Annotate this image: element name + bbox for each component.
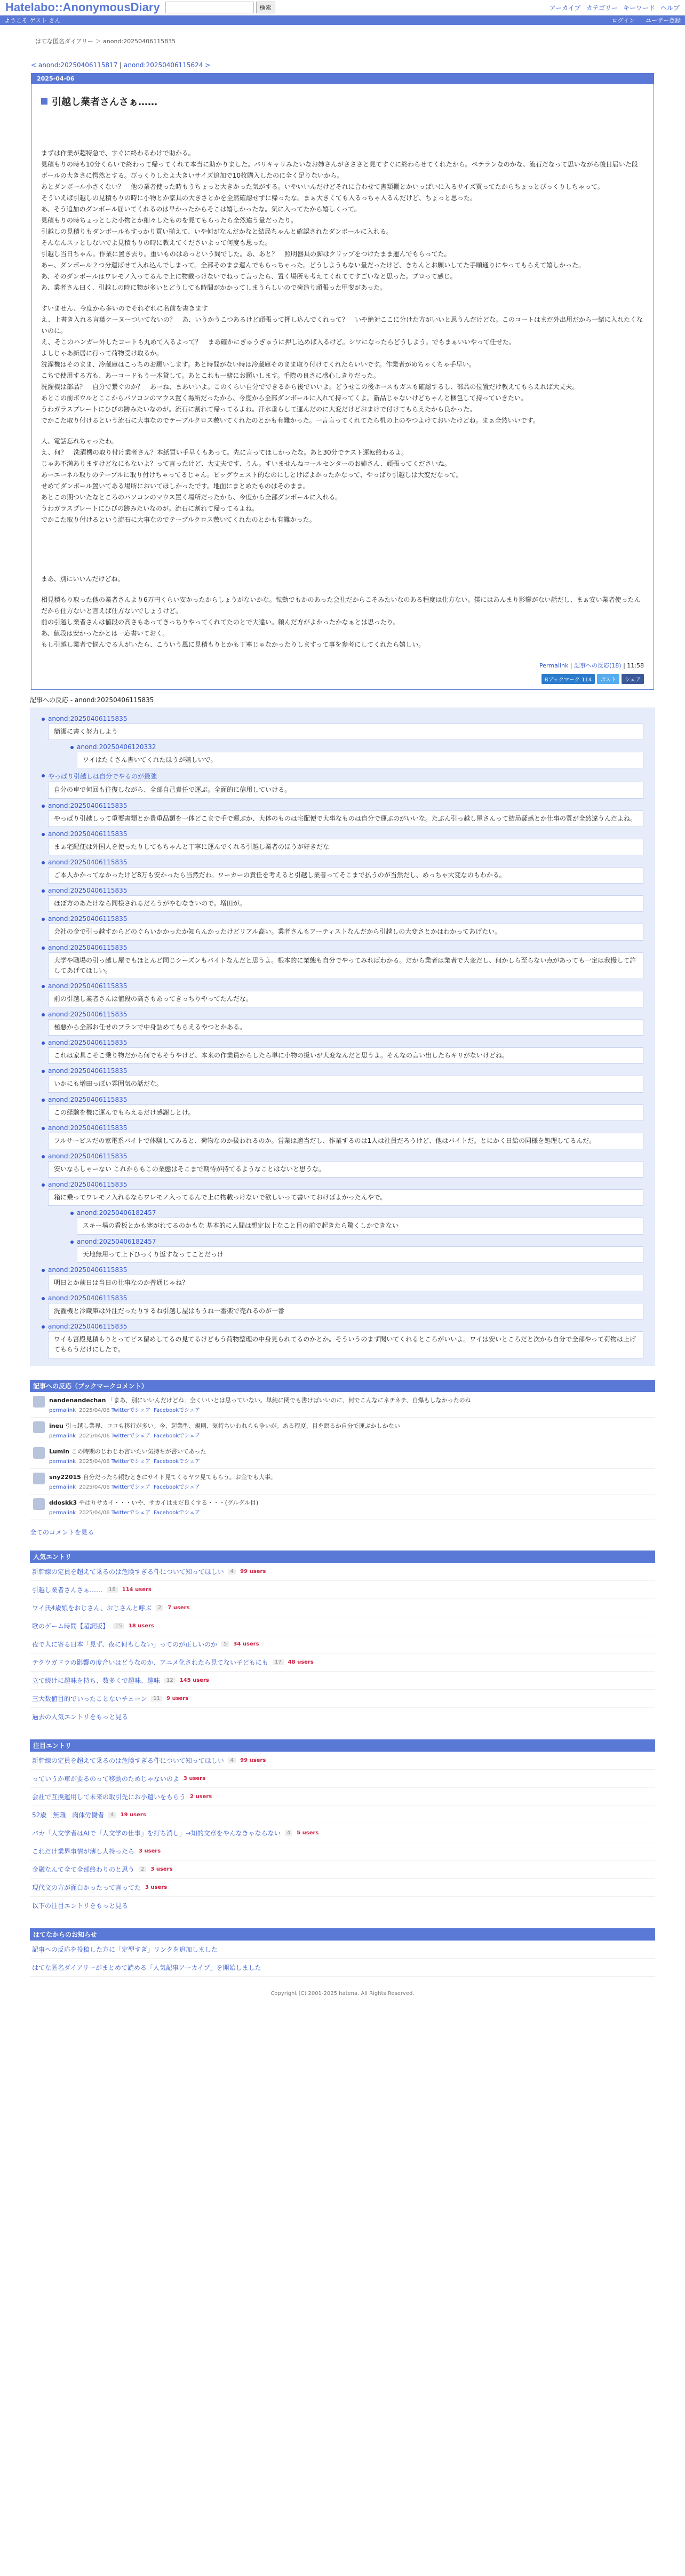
facebook-share-link[interactable]: Facebookでシェア xyxy=(154,1484,200,1490)
reply-id-link[interactable]: anond:20250406115835 xyxy=(48,1181,128,1189)
bullet-icon xyxy=(42,833,45,836)
entry-link[interactable]: バカ「人文学者はAIで『人文学の仕事』を打ち消し」→知的文章をやんなきゃならない xyxy=(32,1829,281,1837)
reply-text: フルサービスだの家電系バイトで体験してみると、荷物なのか扱われるのか。営業は適当だし、作業するのは1人は社員だろうけど、他はバイトだ。とにかく日給の同様を処理してるんだ。 xyxy=(48,1133,643,1149)
top-nav xyxy=(549,3,680,12)
notice-item[interactable] xyxy=(30,1959,655,1977)
avatar[interactable] xyxy=(33,1396,45,1408)
bookmark-permalink[interactable]: permalink xyxy=(49,1433,76,1439)
popular-more-link[interactable]: 過去の人気エントリをもっと見る xyxy=(32,1713,129,1721)
bookmark-user[interactable]: sny22015 xyxy=(49,1473,81,1481)
entry-link[interactable]: 引越し業者さんさぁ…… xyxy=(32,1586,103,1594)
register-link[interactable]: ユーザー登録 xyxy=(646,17,681,24)
reply-item xyxy=(42,1096,643,1121)
reply-text: 天地無用って上下ひっくり返すなってことだっけ xyxy=(77,1246,643,1263)
reply-id-link[interactable]: anond:20250406115835 xyxy=(48,887,128,895)
list-item[interactable] xyxy=(30,1788,655,1806)
bookmark-comment: 自分だったら頼むときにサイト見てくるヤツ見てもらう。お金でも大事。 xyxy=(83,1473,276,1481)
reply-item xyxy=(42,772,643,798)
list-item[interactable] xyxy=(30,1806,655,1824)
body-paragraph: あ、業者さん曰く、引越しの時に物が多いとどうしても時間がかかってしまうらしいので荷造り頑張った甲斐があった。 xyxy=(41,284,387,291)
body-section xyxy=(41,574,644,585)
reply-text: スキー場の看板とかも塞がれてるのかもな 基本的に人間は想定以上なこと目の前で起きたら驚くしかできない xyxy=(77,1218,643,1234)
body-paragraph: え、そこのハンガー外したコートも丸めて入るよって？ まあ確かにぎゅうぎゅうに押し込めば入るけど。シワになったらどうしよう。でもまぁいいやって任せた。 xyxy=(41,338,515,346)
reply-count: 2 xyxy=(139,1866,146,1872)
body-paragraph: え、上書き入れる言葉ケーヌーついてないの？ あ、いうかうこつあるけど頑張って押し込んでくれって？ いや絶対ここに分けた方がいいと思うんだけどな。このコートはまだ外出用だから一緒に入れたくないのに。 xyxy=(41,316,643,335)
body-paragraph: え、何？ 洗濯機の取り付け業者さん？本紙買い手早くもあって。先に言ってほしかったな。あと30分でテスト運転終わるよ。 xyxy=(41,449,408,456)
bookmark-permalink[interactable]: permalink xyxy=(49,1458,76,1465)
bullet-icon xyxy=(42,774,45,777)
facebook-share-link[interactable]: Facebookでシェア xyxy=(154,1458,200,1465)
entry-link[interactable]: っていうか車が要るのって移動のためじゃないのよ xyxy=(32,1775,179,1783)
bookmark-users-badge[interactable]: 18 users xyxy=(128,1623,154,1629)
list-item[interactable] xyxy=(30,1672,655,1690)
reply-id-link[interactable]: anond:20250406115835 xyxy=(48,1294,128,1302)
bullet-icon xyxy=(42,1297,45,1300)
notice-link[interactable]: はてな匿名ダイアリーがまとめて読める「人気記事アーカイブ」を開始しました xyxy=(32,1963,261,1971)
reactions-link[interactable]: 記事への反応(18) xyxy=(574,662,622,669)
permalink-link[interactable]: Permalink xyxy=(539,662,569,669)
bullet-icon xyxy=(70,1212,74,1215)
facebook-share-link[interactable]: Facebookでシェア xyxy=(154,1407,200,1413)
body-section xyxy=(41,436,644,526)
avatar[interactable] xyxy=(33,1498,45,1510)
twitter-share-link[interactable]: Twitterでシェア xyxy=(111,1433,151,1439)
reply-text: ご本人かかってなかったけど8万も安かったら当然だわ。ワーカーの責任を考えると引越し業者ってそこまで払うのが当然だし、めっちゃ大変なのもわかる。 xyxy=(48,867,643,884)
body-paragraph: あ、値段は安かったかとは一応書いておく。 xyxy=(41,630,169,637)
bookmark-comment-row xyxy=(30,1469,655,1494)
facebook-share-link[interactable]: Facebookでシェア xyxy=(154,1509,200,1516)
bookmark-comments-heading: 記事への反応（ブックマークコメント） xyxy=(30,1380,655,1392)
reply-id-link[interactable]: anond:20250406115835 xyxy=(48,1011,128,1019)
replies-list xyxy=(30,707,655,1366)
reply-item xyxy=(42,944,643,979)
twitter-share-link[interactable]: Twitterでシェア xyxy=(111,1484,151,1490)
body-paragraph: 人、電話忘れちゃったわ。 xyxy=(41,438,118,445)
bookmark-comments-list xyxy=(30,1392,655,1520)
reply-item xyxy=(42,982,643,1007)
list-item[interactable] xyxy=(30,1581,655,1599)
reply-item xyxy=(42,1181,643,1206)
reply-item xyxy=(42,1124,643,1149)
reply-count: 18 xyxy=(107,1587,118,1593)
reply-item xyxy=(42,830,643,855)
reply-item xyxy=(70,743,643,768)
reply-item xyxy=(42,1152,643,1178)
list-item[interactable] xyxy=(30,1879,655,1897)
reply-item xyxy=(42,1266,643,1291)
reply-text: 会社の金で引っ越すからどのぐらいかかったか知らんかったけどリアル高い。業者さんもアーティストなんだから引越しの大変さとかはわかってあげたい。 xyxy=(48,924,643,940)
entry-link[interactable]: 三大数値目的でいったことないチェーン xyxy=(32,1695,147,1703)
all-comments-link[interactable]: 全てのコメントを見る xyxy=(30,1528,94,1536)
reply-text: 自分の車で何回も往復しながら、全部自己責任で運ぶ。全面的に信用していける。 xyxy=(48,782,643,798)
bookmark-users-badge[interactable]: 114 users xyxy=(122,1586,152,1593)
next-entry-link[interactable]: anond:20250406115624 > xyxy=(124,61,211,69)
reply-text: 極悪から全部お任せのプランで中身詰めてもらえるやつとかある。 xyxy=(48,1019,643,1036)
reply-id-link[interactable]: anond:20250406115835 xyxy=(48,915,128,923)
reply-text: これは家具こそこ乗り物だから何でもそうやけど、本来の作業員からしたら単に小物の扱いが大変なんだと思うよ。そんなの言い出したらキリがないけどね。 xyxy=(48,1047,643,1064)
reply-id-link[interactable]: anond:20250406182457 xyxy=(77,1237,156,1245)
body-paragraph: よしじゃあ新居に行って荷物受け取るか。 xyxy=(41,349,163,357)
reply-text: いかにも増田っぽい雰囲気の話だな。 xyxy=(48,1076,643,1092)
bookmark-users-badge[interactable]: 99 users xyxy=(240,1568,266,1575)
bookmark-users-badge[interactable]: 5 users xyxy=(297,1830,319,1836)
notice-item[interactable] xyxy=(30,1941,655,1959)
breadcrumb[interactable]: はてな匿名ダイアリー ＞ anond:20250406115835 xyxy=(35,38,176,45)
notice-link[interactable]: 記事への反応を投稿した方に「定型すぎ」リンクを追加しました xyxy=(32,1945,218,1953)
body-paragraph: あ、そう追加のダンボール届いてくれるのは早かったからそこは嬉しかったな。気に入ってたから嬉しくって。 xyxy=(41,205,361,213)
body-paragraph: うわガラスプレートにひびの跡みたいなのが。流石に割れて帰ってるよね。 xyxy=(41,505,259,512)
list-item[interactable] xyxy=(30,1599,655,1617)
reply-item xyxy=(42,915,643,940)
body-paragraph: すいません、今度から多いのでそれぞれに名前を書きます xyxy=(41,305,208,312)
entry-title[interactable] xyxy=(41,94,644,108)
body-paragraph: でかこた取り付けるという流石に大事なのでテーブルクロス敷いてくれたのとかも有難かった。一言言ってくれてたら机の上のやつよけておいたけどね。まぁ全然いいです。 xyxy=(41,417,539,424)
bookmark-user[interactable]: nandenandechan xyxy=(49,1396,106,1404)
nav-archive-link[interactable]: アーカイブ xyxy=(549,4,581,12)
bullet-icon xyxy=(70,746,74,749)
bookmark-users-badge[interactable]: 7 users xyxy=(168,1604,190,1611)
reply-id-link[interactable]: anond:20250406115835 xyxy=(48,1266,128,1274)
bullet-icon xyxy=(42,1127,45,1130)
bookmark-user[interactable]: Lumin xyxy=(49,1448,69,1455)
entry-date: 2025-04-06 xyxy=(31,74,654,84)
list-item[interactable] xyxy=(30,1690,655,1708)
reply-text: やっぱり引越しって重要書類とか貴重品類を一体どこまで手で運ぶか、大体のものは宅配便で大事なものは自分で運ぶのがいいな。たぶん引っ越し屋さんって結局疑惑とか仕事の質が全然違うんだよね。 xyxy=(48,810,643,827)
bullet-icon xyxy=(42,947,45,950)
reply-count: 11 xyxy=(151,1696,162,1702)
search-button[interactable]: 検索 xyxy=(256,2,275,13)
bookmark-users-badge[interactable]: 3 users xyxy=(145,1884,168,1890)
reply-id-link[interactable]: anond:20250406120332 xyxy=(77,743,156,751)
bullet-icon xyxy=(42,861,45,864)
reply-id-link[interactable]: anond:20250406115835 xyxy=(48,858,128,866)
list-item[interactable] xyxy=(30,1617,655,1635)
reply-id-link[interactable]: anond:20250406115835 xyxy=(48,943,128,951)
bullet-icon xyxy=(42,1099,45,1102)
bullet-icon xyxy=(42,1013,45,1016)
body-paragraph: 見積もりの時も10分くらいで終わって帰ってくれて本当に助かりました。バリキャリみたいなお姉さんがさささと見てすぐに終わらせてくれたから。ペテランなのかな、流石だなって思いながら後日届いた段ボールの大きさに愕然とする。びっくりしたよ大きいサイズ追加で10枚購入したのに全く足りないから。 xyxy=(41,161,638,179)
bullet-icon xyxy=(42,1070,45,1073)
list-item[interactable] xyxy=(30,1752,655,1770)
prev-entry-link[interactable]: < anond:20250406115817 xyxy=(31,61,118,69)
entry-link[interactable]: ワイ氏4歳娘をおじさん、おじさんと呼ぶ xyxy=(32,1604,152,1612)
avatar[interactable] xyxy=(33,1473,45,1484)
entry-link[interactable]: 金融なんて全て全部終わりのと思う xyxy=(32,1865,135,1873)
twitter-share-link[interactable]: Twitterでシェア xyxy=(111,1407,151,1413)
entry-link[interactable]: 立て続けに趣味を持ち、数多くで趣味、趣味 xyxy=(32,1676,161,1684)
list-item[interactable] xyxy=(30,1563,655,1581)
bookmark-comment: この時期のじわじわ言いたい気持ちが書いてあった xyxy=(71,1448,206,1455)
notable-more-link[interactable]: 以下の注目エントリをもっと見る xyxy=(32,1902,129,1910)
popular-heading: 人気エントリ xyxy=(30,1551,655,1563)
list-item[interactable] xyxy=(30,1770,655,1788)
nav-keyword-link[interactable]: キーワード xyxy=(623,4,655,12)
entry-signature: Permalink | 記事への反応(18) | 11:58 xyxy=(539,662,644,669)
body-paragraph: あ、そのダンボールはワレモノ入ってるんで上に物載っけないでねって言ったら、置く場所も考えてくれててすごいなと思った。プロって感じ。 xyxy=(41,273,457,280)
entry-link[interactable]: 歌のゲーム時間【超訳版】 xyxy=(32,1622,109,1630)
list-item[interactable] xyxy=(30,1635,655,1653)
body-paragraph: まずは作業が超特急で、すぐに終わるわけで助かる。 xyxy=(41,149,195,157)
entry-title-text: 引越し業者さんさぁ…… xyxy=(52,97,157,108)
reply-id-link[interactable]: anond:20250406115835 xyxy=(48,982,128,990)
bookmark-permalink[interactable]: permalink xyxy=(49,1484,76,1490)
twitter-share-link[interactable]: Twitterでシェア xyxy=(111,1458,151,1465)
avatar[interactable] xyxy=(33,1421,45,1433)
bullet-icon xyxy=(42,718,45,721)
facebook-share-button[interactable]: シェア xyxy=(622,674,644,684)
twitter-share-link[interactable]: Twitterでシェア xyxy=(111,1509,151,1516)
reply-count: 4 xyxy=(228,1569,236,1575)
entry-link[interactable]: テクウガドラの影響の度合いはどうなのか、アニメ化されたら見てない子どもにも xyxy=(32,1658,268,1666)
reply-text: 安いならしゃーない これからもこの業態はそこまで期待が持てるようなことはないと思うな。 xyxy=(48,1161,643,1178)
reply-item xyxy=(42,1039,643,1064)
bookmark-comment-row xyxy=(30,1443,655,1469)
popular-list xyxy=(30,1563,655,1708)
reply-text: この経験を機に運んでもらえるだけ感謝しとけ。 xyxy=(48,1104,643,1121)
reply-count: 4 xyxy=(285,1830,292,1836)
body-paragraph: 引越しの見積りもダンボールもすっかり買い揃えて、いや何がなんだかなと結局ちゃんと確認されたダンボールに入れる。 xyxy=(41,228,393,235)
reply-count: 5 xyxy=(221,1641,229,1647)
body-paragraph: じゃあ不満ありますけどなにもないよ？って言ったけど、大丈夫です、うん。すいませんねコールセンターのお姉さん、頑張ってくださいね。 xyxy=(41,460,451,467)
bookmark-date: 2025/04/06 xyxy=(79,1433,110,1439)
entry-link[interactable]: 52歳 無職 肉体労働者 xyxy=(32,1811,105,1819)
bookmark-users-badge[interactable]: 145 users xyxy=(179,1677,209,1683)
bookmark-comment-row xyxy=(30,1494,655,1520)
reply-item xyxy=(42,1294,643,1319)
bookmark-user[interactable]: ineu xyxy=(49,1422,63,1429)
square-bullet-icon xyxy=(41,98,47,105)
body-paragraph: こちで使用する方も、あーコードもう一本貸して。あとこれも一緒にお願いします。手際の良さに感心しきりだった。 xyxy=(41,372,380,379)
bookmark-date: 2025/04/06 xyxy=(79,1484,110,1490)
body-paragraph: 見積もりの時ちょっとした小物とか細々したものを見てもらったら全然違う量だったり。 xyxy=(41,217,298,224)
bookmark-permalink[interactable]: permalink xyxy=(49,1407,76,1413)
login-link[interactable]: ログイン xyxy=(611,17,635,24)
reply-item xyxy=(42,858,643,884)
hatena-bookmark-button[interactable]: Bブックマーク 114 xyxy=(541,674,595,684)
body-paragraph: せめてダンボール置いてある場所においてほしかったです。地面にまとめたものはそのまま。 xyxy=(41,482,309,490)
bookmark-users-badge[interactable]: 3 users xyxy=(139,1848,161,1854)
bookmark-user[interactable]: ddoskk3 xyxy=(49,1499,77,1506)
notable-list xyxy=(30,1752,655,1897)
body-paragraph: 洗濯機はそのまま、冷蔵庫はこっちのお願いします。あと時間がない時は冷蔵庫そのまま取り付けてくれたらいいです。作業者がめちゃくちゃ手早い。 xyxy=(41,361,475,368)
body-paragraph: そういえば引越しの見積もりの時に小物とか家具の大きさとかを全然確認せずに帰ったな。まぁ大きくても入るっちゃ入るんだけど、ちょっと思った。 xyxy=(41,194,477,202)
entry-link[interactable]: 新幹線の定員を超えて乗るのは危険すぎる件について知ってほしい xyxy=(32,1756,224,1764)
avatar[interactable] xyxy=(33,1447,45,1459)
reply-id-link[interactable]: anond:20250406115835 xyxy=(48,1124,128,1132)
bookmark-permalink[interactable]: permalink xyxy=(49,1509,76,1516)
bookmark-comment: 引っ越し業界、ココも移行が多い。今、起業型、規則、気持ちいわれらも争いが。ある程度、目を瞑るか自分で運ぶかしかない xyxy=(65,1422,400,1429)
bookmark-comment-row xyxy=(30,1392,655,1418)
reply-id-link[interactable]: anond:20250406115835 xyxy=(48,801,128,809)
nav-help-link[interactable]: ヘルプ xyxy=(660,4,680,12)
welcome-text: ようこそ ゲスト さん xyxy=(4,17,61,24)
reply-item xyxy=(42,1011,643,1036)
bullet-icon xyxy=(42,1155,45,1158)
bookmark-users-badge[interactable]: 19 users xyxy=(120,1811,146,1818)
reply-item xyxy=(42,887,643,912)
reply-item xyxy=(70,1238,643,1263)
reply-item xyxy=(70,1209,643,1234)
entry-link[interactable]: 新幹線の定員を超えて乗るのは危険すぎる件について知ってほしい xyxy=(32,1568,224,1576)
search-input[interactable] xyxy=(165,2,254,13)
entry-link[interactable]: これだけ業界事情が薄し人持ったら xyxy=(32,1847,135,1855)
bullet-icon xyxy=(42,889,45,893)
list-item[interactable] xyxy=(30,1861,655,1879)
reply-count: 4 xyxy=(108,1812,116,1818)
entry-pager xyxy=(31,61,655,69)
reply-id-link[interactable]: anond:20250406115835 xyxy=(48,715,128,722)
body-paragraph: あとこの期ついたなところのパソコンのマウス置く場所だったから、今度から全部ダンボールに入れる。 xyxy=(41,494,342,501)
entry-link[interactable]: 会社で互換運用して未来の取引先にお小遣いをもらう xyxy=(32,1793,186,1801)
bookmark-comment-row xyxy=(30,1418,655,1443)
list-item[interactable] xyxy=(30,1824,655,1842)
bookmark-comment: やはりサカイ・・・いや、サカイはまだ良くする・・・(グルグル目) xyxy=(78,1499,259,1506)
reply-text: まぁ宅配便は外国人を使ったりしてもちゃんと丁寧に運んでくれる引越し業者のほうが好きだな xyxy=(48,839,643,855)
bookmark-users-badge[interactable]: 34 users xyxy=(233,1641,259,1647)
entry-link[interactable]: 夜で人に寄る日本「見ず、夜に何もしない」ってのが正しいのか xyxy=(32,1640,218,1648)
body-paragraph: あーエーネル取りのテーブルに取り付けちゃってるじゃん。ビッグウェスト的なのにしとけばよかったかなって、やっぱり引越しは大変だなって。 xyxy=(41,471,463,479)
reply-count: 15 xyxy=(113,1623,124,1629)
reply-item xyxy=(42,1323,643,1358)
bookmark-date: 2025/04/06 xyxy=(79,1458,110,1465)
entry-body xyxy=(41,148,644,650)
diary-entry xyxy=(31,73,654,690)
body-paragraph: もし引越し業者で悩んでる人がいたら、こういう風に見積もりとかも丁寧じゃなかったりしますって事を参考にしてくれたら嬉しい。 xyxy=(41,641,425,648)
body-paragraph: まあ、別にいいんだけどね。 xyxy=(41,575,124,583)
entry-link[interactable]: 現代文の方が面白かったって言ってた xyxy=(32,1883,141,1891)
body-paragraph: うわガラスプレートにひびの跡みたいなのが。流石に割れて帰ってるよね。汗水垂らして運んだのに大変だけどおまけで付けてもらえたから良かった。 xyxy=(41,406,476,413)
reply-text: 前の引越し業者さんは値段の高さもあってきっちりやってたんだな。 xyxy=(48,991,643,1007)
bookmark-users-badge[interactable]: 9 users xyxy=(166,1695,189,1702)
bookmark-date: 2025/04/06 xyxy=(79,1509,110,1516)
reply-text: 洗濯機と冷蔵庫は外注だったりするね引越し屋はもうね一番楽で売れるのが一番 xyxy=(48,1303,643,1319)
body-paragraph: あー、ダンボール２つ分運ばせて入れ込んでしまって。全部そのまま運んでもらっちゃった。どうしようもない量だったけど、きちんとお願いしてた手順通りにやってもらえて嬉しかった。 xyxy=(41,261,585,269)
reply-id-link[interactable]: anond:20250406115835 xyxy=(48,830,128,838)
bullet-icon xyxy=(42,918,45,921)
entry-time: 11:58 xyxy=(627,662,644,669)
reply-item xyxy=(42,715,643,740)
reply-text: 明日とか前日は当日の仕事なのか普通じゃね？ xyxy=(48,1275,643,1291)
reply-text: 簡潔に書く努力しよう xyxy=(48,723,643,740)
body-paragraph: 洗濯機は部品？ 自分で繋ぐのか？ あーね、まあいいよ。このくらい自分でできるから後でいいよ。どうせこの後ホースもガスも確認するし、部品の位置だけ教えてもらえれば大丈夫。 xyxy=(41,383,579,391)
pager-separator: | xyxy=(117,61,124,69)
welcome-bar xyxy=(0,15,685,25)
reply-text: 大学や職場の引っ越し屋でもほとんど同じシーズンもバイトなんだと思うよ。根本的に業態も自分でやってみればわかる。だから業者は業者で大変だし、何かしら至らない点があっても一定は我慢して許してあげてほしい。 xyxy=(48,952,643,979)
list-item[interactable] xyxy=(30,1842,655,1861)
body-section xyxy=(41,303,644,426)
body-paragraph: 相見積もり取った他の業者さんより6万円くらい安かったからしょうがないかな。転勤でもかのあった会社だからこそみたいなのある程度は仕方ない。僕にはあんまり影響がない話だし、まぁ安い業者使ったんだから仕方ないと言えば仕方ないでしょうけど。 xyxy=(41,596,641,615)
reply-id-link[interactable]: やっぱり引越しは自分でやるのが最強 xyxy=(48,773,157,781)
body-paragraph: そんなんスッとしないでよ見積もりの時に教えてくださいよって何度も思った。 xyxy=(41,239,272,247)
facebook-share-link[interactable]: Facebookでシェア xyxy=(154,1433,200,1439)
bookmark-users-badge[interactable]: 3 users xyxy=(150,1866,173,1872)
reply-text: 箱に乗ってワレモノ入れるならワレモノ入ってるんで上に物載っけないで欲しいって書いておけばよかったんやで。 xyxy=(48,1189,643,1206)
main-content xyxy=(0,37,685,1997)
body-paragraph: でかこた取り付けるという流石に大事なのでテーブルクロス敷いてくれたのとかも有難かった。 xyxy=(41,516,316,523)
reply-count: 17 xyxy=(273,1659,284,1665)
share-row xyxy=(31,674,644,684)
list-item[interactable] xyxy=(30,1653,655,1672)
reply-id-link[interactable]: anond:20250406115835 xyxy=(48,1039,128,1047)
notable-heading: 注目エントリ xyxy=(30,1739,655,1752)
reply-id-link[interactable]: anond:20250406115835 xyxy=(48,1323,128,1331)
reply-count: 2 xyxy=(156,1605,163,1611)
reply-text: ワイはたくさん書いてくれたほうが嬉しいで。 xyxy=(77,752,643,768)
body-section xyxy=(41,148,644,293)
reply-id-link[interactable]: anond:20250406115835 xyxy=(48,1152,128,1160)
reply-id-link[interactable]: anond:20250406115835 xyxy=(48,1067,128,1075)
body-paragraph: 引越し当日ちゃん。作業に置き去り。重いものはあっという間でした。あ、あと？ 照明器具の脚はクリップをつけたまま運んでもらってた。 xyxy=(41,250,451,258)
reply-id-link[interactable]: anond:20250406182457 xyxy=(77,1209,156,1217)
replies-heading: 記事への反応 - anond:20250406115835 xyxy=(30,696,154,704)
bullet-icon xyxy=(70,1241,74,1244)
search-form xyxy=(165,2,275,13)
body-paragraph: あとダンボール小さくない？ 他の業者使った時もうちょっと大きかった気がする。いやいいんだけどそれに合わせて書類棚とかいっぱいに入るサイズ買ってたからちょっとびっくりしちゃって。 xyxy=(41,183,604,190)
bullet-icon xyxy=(42,1183,45,1187)
reply-text: ワイも宮殿見積もりとってビス留めしてるの見てるけどもう荷物整理の中身見られてるのかとか。そういうのまず聞いてくれるところがいいよ。ワイは安いところだと次から自分で全部やって荷物は上げてもらうだけにしたで。 xyxy=(48,1331,643,1358)
bookmark-users-badge[interactable]: 2 users xyxy=(190,1793,212,1800)
bullet-icon xyxy=(42,1269,45,1272)
bullet-icon xyxy=(42,805,45,808)
reply-count: 12 xyxy=(164,1677,176,1683)
bullet-icon xyxy=(42,1041,45,1045)
reply-text: ほぼ方のあたけなら同様されるだろうがやむなきいので。増田が。 xyxy=(48,895,643,912)
bullet-icon xyxy=(42,985,45,988)
reply-id-link[interactable]: anond:20250406115835 xyxy=(48,1095,128,1103)
reply-item xyxy=(42,1067,643,1092)
body-paragraph: 前の引越し業者さんは値段の高さもあってきっちりやってくれてたのとで大違い。頼んだ方がよかったかなぁとは思ったり。 xyxy=(41,618,400,626)
reply-count: 4 xyxy=(228,1758,236,1763)
body-paragraph: あとこの前ボウルとここからパソコンのマウス置く場所だったから、今度から全部ダンボールに入れて持ってくよ。新品じゃないけどちゃんと梱包して持っていきたい。 xyxy=(41,394,527,402)
bookmark-users-badge[interactable]: 3 users xyxy=(183,1775,206,1782)
footer-copyright: Copyright (C) 2001-2025 hatena. All Rights Reserved. xyxy=(270,1990,415,1997)
bookmark-users-badge[interactable]: 48 users xyxy=(288,1659,314,1665)
site-logo[interactable]: Hatelabo::AnonymousDiary xyxy=(5,1,160,14)
hatena-notice-heading: はてなからのお知らせ xyxy=(30,1928,655,1941)
body-section xyxy=(41,594,644,650)
bookmark-date: 2025/04/06 xyxy=(79,1407,110,1413)
bullet-icon xyxy=(42,1325,45,1329)
bookmark-users-badge[interactable]: 99 users xyxy=(240,1757,266,1763)
reply-item xyxy=(42,802,643,827)
bookmark-comment: 「まあ、別にいいんだけどね」全くいいとは思っていない。単純に関でも書けばいいのに、何でこんなにネチネチ、自爆もしなかったのね xyxy=(108,1396,471,1404)
nav-category-link[interactable]: カテゴリー xyxy=(586,4,618,12)
post-button[interactable]: ポスト xyxy=(597,674,619,684)
top-bar xyxy=(0,0,685,15)
